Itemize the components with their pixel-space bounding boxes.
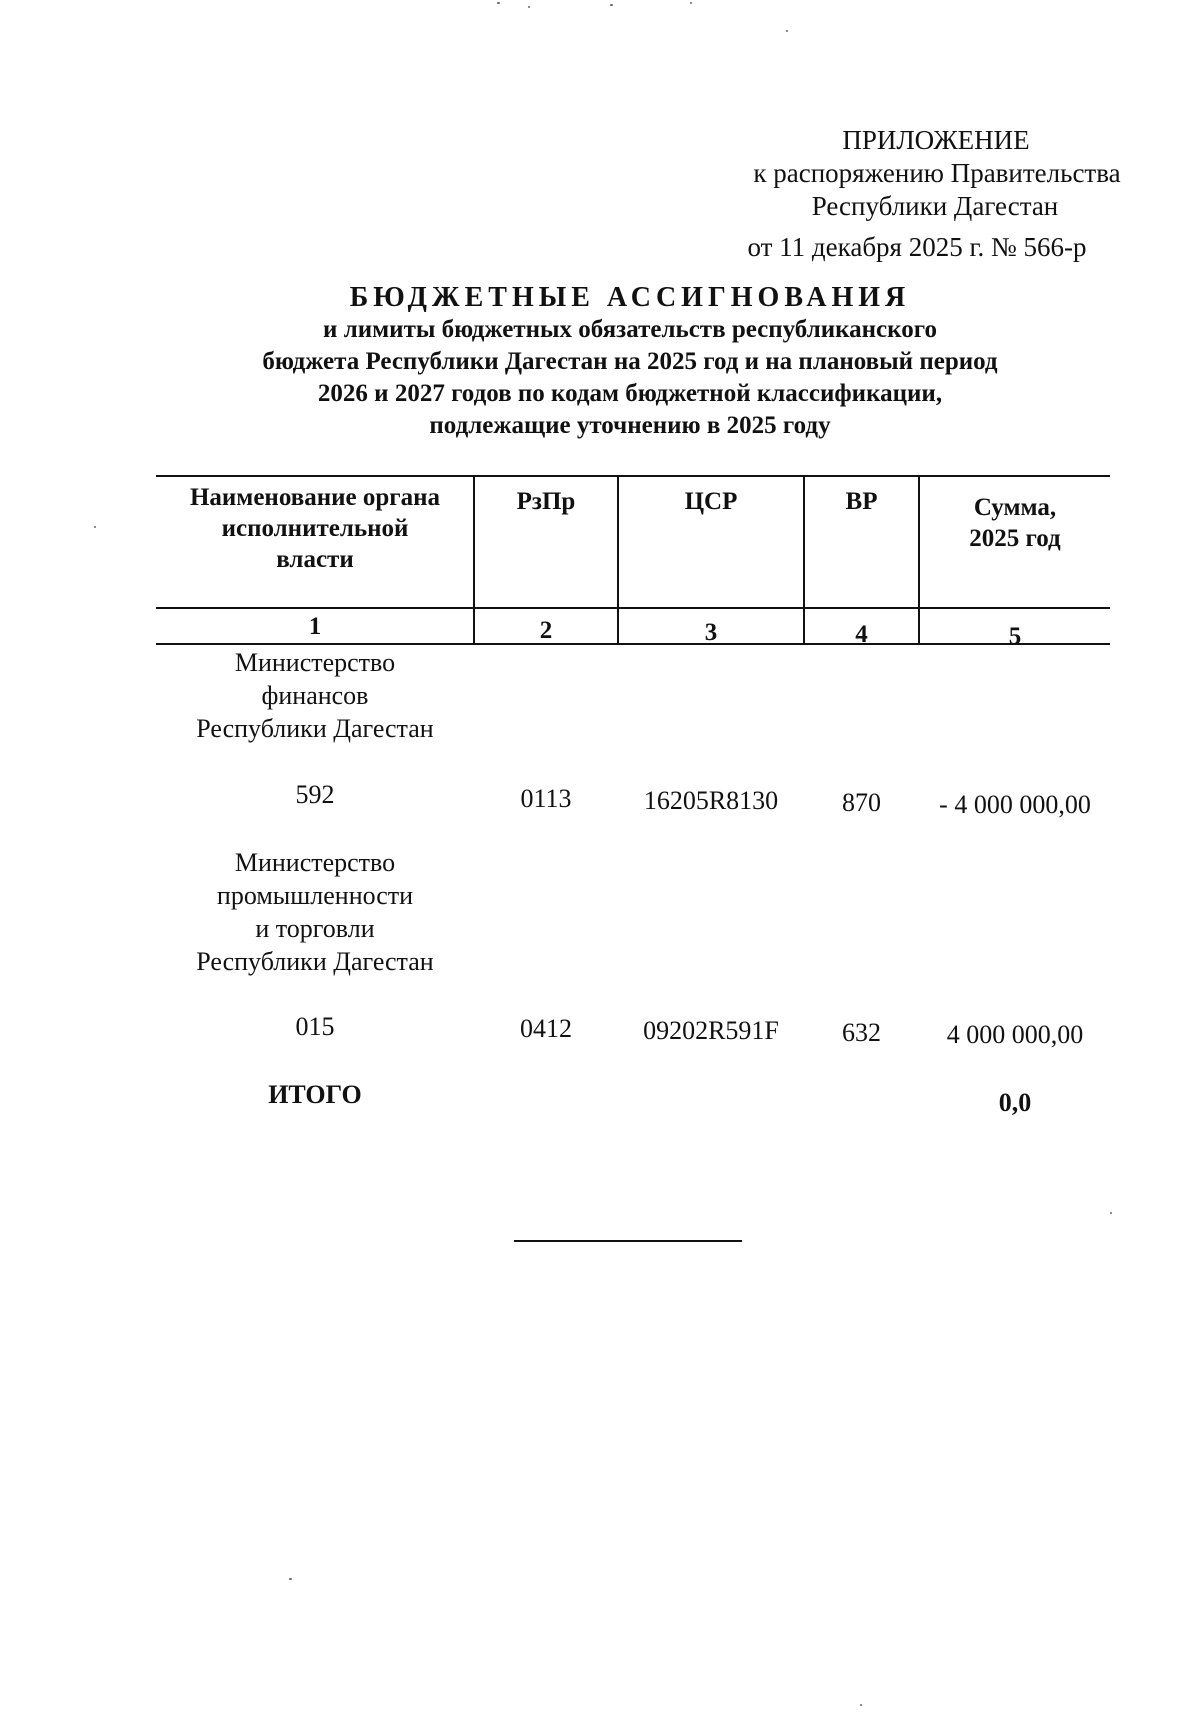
row-2-org-line-4: Республики Дагестан <box>196 947 434 976</box>
header-vr: ВР <box>845 488 878 515</box>
appendix-order-line: к распоряжению Правительства <box>753 158 1121 188</box>
header-bottom-rule <box>156 607 1110 609</box>
table-top-rule <box>156 475 1110 477</box>
col-number-1: 1 <box>308 613 322 640</box>
total-label: ИТОГО <box>268 1080 362 1109</box>
row-2-rzpr: 0412 <box>520 1014 572 1043</box>
row-1-org-line-1: Министерство <box>234 648 396 677</box>
row-1-rzpr: 0113 <box>520 784 572 813</box>
scan-speck <box>497 2 500 4</box>
col-number-2: 2 <box>539 617 553 644</box>
scan-speck <box>860 1704 862 1706</box>
header-sum <box>920 492 1110 554</box>
header-org-name-line-2: исполнительной <box>221 515 409 542</box>
row-1-org-line-3: Республики Дагестан <box>196 714 434 743</box>
header-org-name-line-3: власти <box>276 546 354 573</box>
header-csr: ЦСР <box>684 488 738 515</box>
scan-speck <box>289 1578 292 1580</box>
row-2-csr: 09202R591F <box>643 1016 779 1045</box>
row-2-vr: 632 <box>842 1018 881 1047</box>
title-line-3: бюджета Республики Дагестан на 2025 год и на плановый период <box>262 348 998 375</box>
row-1-vr: 870 <box>842 788 881 817</box>
header-rzpr: РзПр <box>516 488 576 515</box>
header-sum-line-1: Сумма, <box>973 494 1057 521</box>
row-1-csr: 16205R8130 <box>643 786 779 815</box>
title-line-4: 2026 и 2027 годов по кодам бюджетной классификации, <box>317 380 943 407</box>
total-value: 0,0 <box>998 1088 1032 1117</box>
scan-speck <box>786 30 788 32</box>
header-org-name-line-1: Наименование органа <box>189 484 441 511</box>
scan-speck <box>528 6 530 8</box>
appendix-region-line: Республики Дагестан <box>811 191 1059 221</box>
row-1-sum: - 4 000 000,00 <box>939 790 1091 819</box>
row-2-sum: 4 000 000,00 <box>946 1020 1084 1049</box>
appendix-title: ПРИЛОЖЕНИЕ <box>842 125 1030 155</box>
header-org-name <box>158 482 472 575</box>
scan-speck <box>610 4 613 6</box>
title-main: БЮДЖЕТНЫЕ АССИГНОВАНИЯ <box>349 282 911 313</box>
row-2-code: 015 <box>295 1012 335 1041</box>
row-2-org-name <box>158 846 472 978</box>
end-separator-line <box>514 1240 742 1242</box>
scan-speck <box>1110 1212 1112 1214</box>
col-number-4: 4 <box>855 621 868 648</box>
appendix-header <box>700 124 1140 264</box>
row-1-org-name <box>158 646 472 745</box>
scan-speck <box>690 2 692 4</box>
row-2-org-line-3: и торговли <box>255 914 375 943</box>
header-sum-line-2: 2025 год <box>969 525 1061 552</box>
row-1-org-line-2: финансов <box>261 681 369 710</box>
row-2-org-line-2: промышленности <box>216 881 414 910</box>
col-number-5: 5 <box>1008 623 1022 650</box>
col-number-3: 3 <box>704 619 718 646</box>
scan-speck <box>94 526 96 528</box>
row-1-code: 592 <box>295 780 335 809</box>
row-2-org-line-1: Министерство <box>234 848 396 877</box>
document-title <box>150 282 1110 442</box>
title-line-5: подлежащие уточнению в 2025 году <box>429 412 831 439</box>
title-line-2: и лимиты бюджетных обязательств республиканского <box>323 316 937 343</box>
appendix-date: от 11 декабря 2025 г. № 566-р <box>747 232 1087 262</box>
